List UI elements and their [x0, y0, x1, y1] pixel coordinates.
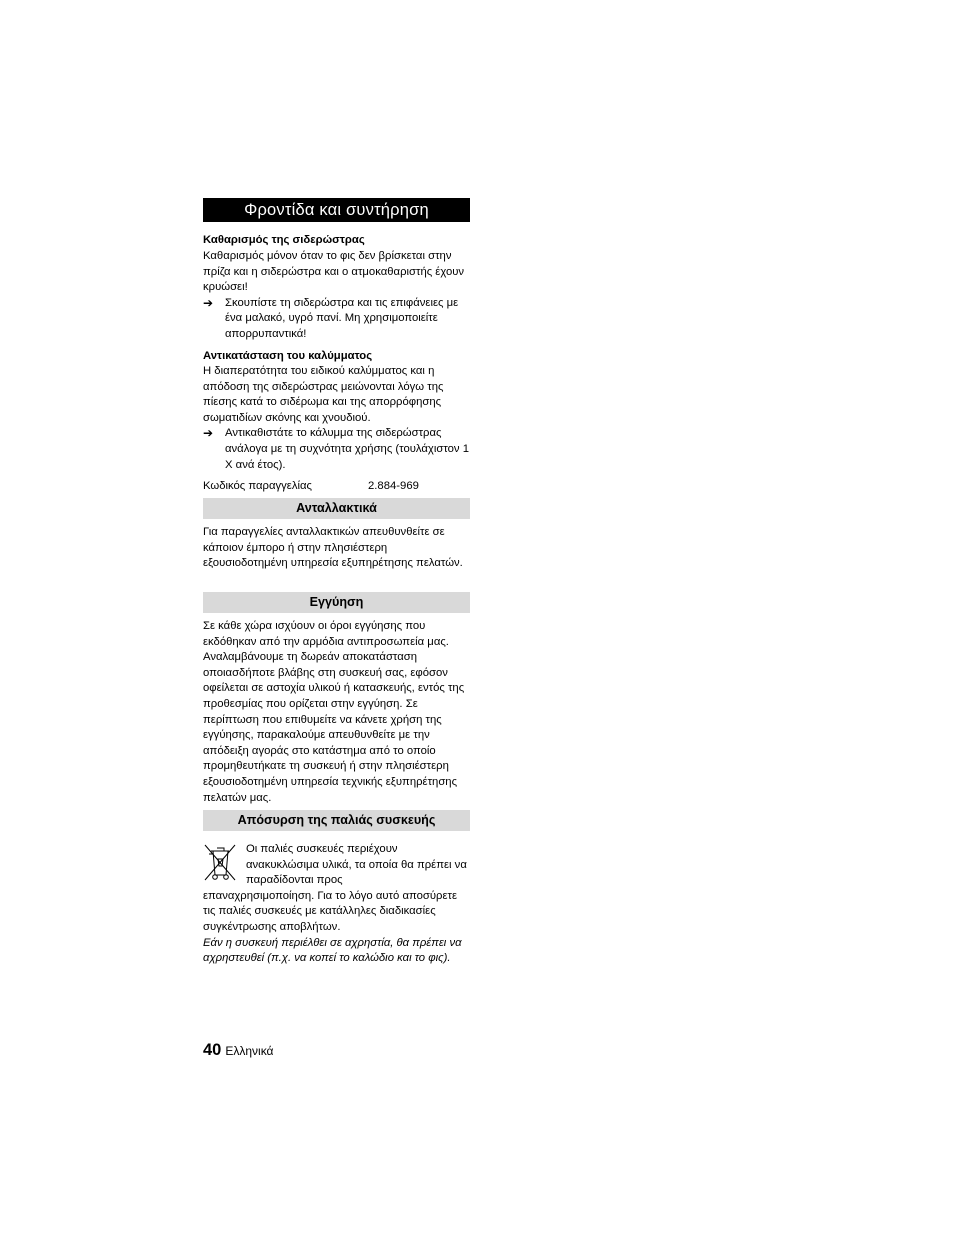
warranty-block	[203, 619, 470, 806]
language-label: Ελληνικά	[225, 1044, 274, 1058]
disposal-content	[203, 842, 470, 889]
order-label: Κωδικός παραγγελίας	[203, 480, 312, 493]
disposal-block	[203, 842, 470, 967]
section-title: Φροντίδα και συντήρηση	[203, 198, 470, 222]
order-value: 2.884-969	[368, 480, 419, 493]
spare-parts-text: Για παραγγελίες ανταλλακτικών απευθυνθείτε σε κάποιον έμπορο ή στην πλησιέστερη εξουσιοδοτημένη υπηρεσία εξυπηρέτησης πελατών.	[203, 526, 463, 570]
page-footer	[203, 1040, 274, 1061]
warranty-text: Σε κάθε χώρα ισχύουν οι όροι εγγύησης που εκδόθηκαν από την αρμόδια αντιπροσωπεία μας. Αναλαμβάνουμε τη δωρεάν αποκατάσταση οποιασδήποτε βλάβης στη συσκευή σας, εφόσον οφείλεται σε αστοχία υλικού ή κατασκευής, εντός της προθεσμίας που ορίζεται στην εγγύηση. Σε περίπτωση που επιθυμείτε να κάνετε χρήση της εγγύησης, παρακαλούμε απευθυνθείτε με την απόδειξη αγοράς στο κατάστημα από το οποίο προμηθευτήκατε τη συσκευή ή στην πλησιέστερη εξουσιοδοτημένη υπηρεσία τεχνικής εξυπηρέτησης πελατών μας.	[203, 620, 465, 804]
cleaning-text: Καθαρισμός μόνον όταν το φις δεν βρίσκεται στην πρίζα και η σιδερώστρα και ο ατμοκαθαριστής έχουν κρυώσει!	[203, 250, 465, 294]
crossed-out-wheelie-bin-icon	[203, 842, 246, 889]
cleaning-block	[203, 233, 470, 343]
cleaning-step-text: Σκουπίστε τη σιδερώστρα και τις επιφάνειες με ένα μαλακό, υγρό πανί. Μη χρησιμοποιείτε απορρυπαντικά!	[225, 296, 459, 340]
cover-heading: Αντικατάσταση του καλύμματος	[203, 350, 373, 362]
cover-text: Η διαπερατότητα του ειδικού καλύμματος και η απόδοση της σιδερώστρας μειώνονται λόγω της πίεσης κατά το σιδέρωμα και της απορρόφησης σωματιδίων σκόνης και χνουδιού.	[203, 365, 444, 424]
page-number: 40	[203, 1041, 222, 1059]
arrow-right-icon: ➔	[203, 295, 214, 310]
spare-parts-block	[203, 525, 470, 572]
disposal-heading: Απόσυρση της παλιάς συσκευής	[203, 810, 470, 831]
disposal-text-continued: επαναχρησιμοποίηση. Για το λόγο αυτό αποσύρετε τις παλιές συσκευές με κατάλληλες διαδικασίες συγκέντρωσης αποβλήτων.	[203, 889, 457, 933]
disposal-note: Εάν η συσκευή περιέλθει σε αχρηστία, θα πρέπει να αχρηστευθεί (π.χ. να κοπεί το καλώδιο και το φις).	[203, 936, 462, 965]
cleaning-heading: Καθαρισμός της σιδερώστρας	[203, 234, 365, 246]
cleaning-step	[203, 296, 470, 343]
cover-step-text: Αντικαθιστάτε το κάλυμμα της σιδερώστρας ανάλογα με τη συχνότητα χρήσης (τουλάχιστον 1 Χ ανά έτος).	[225, 427, 470, 471]
disposal-text-start: Οι παλιές συσκευές περιέχουν ανακυκλώσιμα υλικά, τα οποία θα πρέπει να παραδίδονται προς	[246, 843, 467, 887]
warranty-heading: Εγγύηση	[203, 592, 470, 613]
spare-parts-heading: Ανταλλακτικά	[203, 498, 470, 519]
cover-step	[203, 426, 470, 473]
arrow-right-icon: ➔	[203, 426, 214, 441]
cover-block	[203, 349, 470, 494]
order-number-row	[203, 479, 470, 494]
